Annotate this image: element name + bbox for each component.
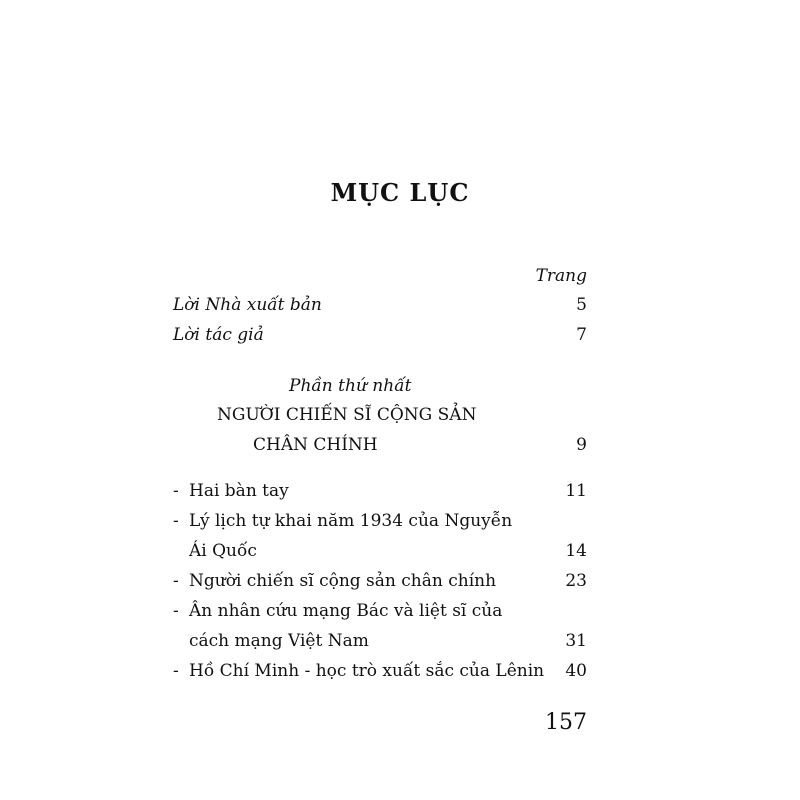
item-page: 11 xyxy=(565,481,587,501)
item-text xyxy=(189,596,539,656)
item-dash: - xyxy=(173,571,179,591)
item-text xyxy=(189,566,539,596)
page-title: MỤC LỤC xyxy=(330,178,470,207)
toc-item xyxy=(173,506,587,566)
item-text-line: Ân nhân cứu mạng Bác và liệt sĩ của xyxy=(189,601,503,621)
item-text-line: Hai bàn tay xyxy=(189,481,289,501)
part-title-line-1: NGƯỜI CHIẾN SĨ CỘNG SẢN xyxy=(217,405,477,425)
toc-entry-label: Lời tác giả xyxy=(173,325,264,345)
page-number: 157 xyxy=(545,710,587,735)
toc-entry-label: Lời Nhà xuất bản xyxy=(173,295,322,315)
item-text-line: Người chiến sĩ cộng sản chân chính xyxy=(189,571,497,591)
item-text-line: Lý lịch tự khai năm 1934 của Nguyễn xyxy=(189,511,513,531)
toc-entry-page: 7 xyxy=(576,325,587,345)
toc-item xyxy=(173,596,587,656)
item-dash: - xyxy=(173,661,179,681)
item-text-line: Ái Quốc xyxy=(189,541,257,561)
item-dash: - xyxy=(173,511,179,531)
part-label: Phần thứ nhất xyxy=(289,376,412,396)
item-text xyxy=(189,476,539,506)
item-page: 40 xyxy=(565,661,587,681)
toc-item xyxy=(173,476,587,506)
item-page: 23 xyxy=(565,571,587,591)
item-dash: - xyxy=(173,481,179,501)
item-dash: - xyxy=(173,601,179,621)
item-text-line: cách mạng Việt Nam xyxy=(189,631,369,651)
part-title-line-2: CHÂN CHÍNH xyxy=(253,435,378,455)
page-column-header: Trang xyxy=(535,266,587,286)
item-page: 14 xyxy=(565,541,587,561)
part-page: 9 xyxy=(576,435,587,455)
item-text xyxy=(189,656,545,686)
item-page: 31 xyxy=(565,631,587,651)
toc-item xyxy=(173,566,587,596)
toc-entry-page: 5 xyxy=(576,295,587,315)
item-text xyxy=(189,506,539,566)
toc-item xyxy=(173,656,587,686)
item-text-line: Hồ Chí Minh - học trò xuất sắc của Lênin xyxy=(189,661,545,681)
